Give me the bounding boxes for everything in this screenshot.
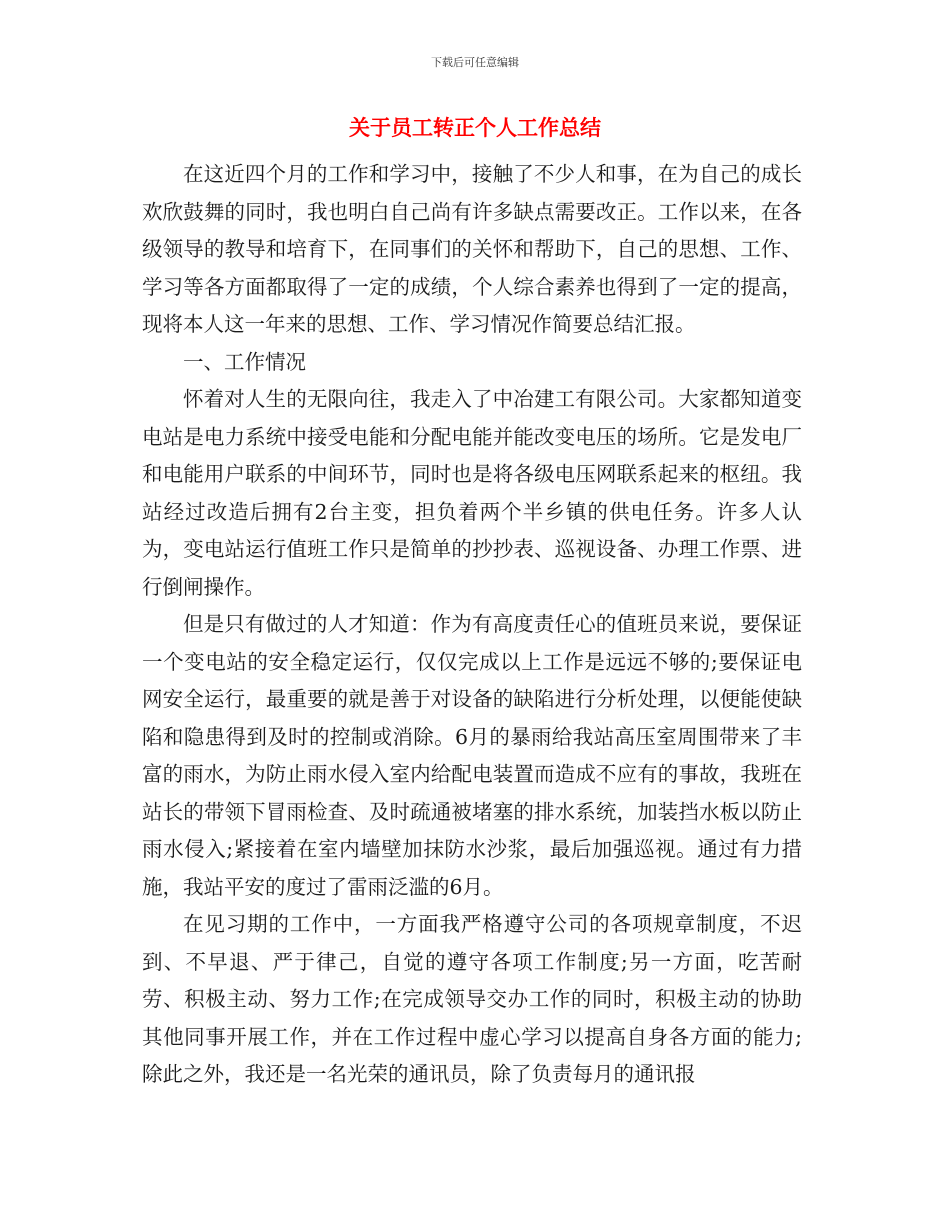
paragraph-safety: 但是只有做过的人才知道：作为有高度责任心的值班员来说，要保证一个变电站的安全稳定运行，仅仅完成以上工作是远远不够的;要保证电网安全运行，最重要的就是善于对设备的缺陷进行分析处理，以便能使缺陷和隐患得到及时的控制或消除。6月的暴雨给我站高压室周围带来了丰富的雨水，为防止雨水侵入室内给配电装置而造成不应有的事故，我班在站长的带领下冒雨检查、及时疏通被堵塞的排水系统，加装挡水板以防止雨水侵入;紧接着在室内墙壁加抹防水沙浆，最后加强巡视。通过有力措施，我站平安的度过了雷雨泛滥的6月。 — [142, 612, 802, 899]
header-note: 下载后可任意编辑 — [431, 56, 519, 69]
document-body — [142, 156, 802, 1094]
document-title: 关于员工转正个人工作总结 — [349, 116, 601, 140]
paragraph-substation: 怀着对人生的无限向往，我走入了中冶建工有限公司。大家都知道变电站是电力系统中接受电能和分配电能并能改变电压的场所。它是发电厂和电能用户联系的中间环节，同时也是将各级电压网联系起来的枢纽。我站经过改造后拥有2台主变，担负着两个半乡镇的供电任务。许多人认为，变电站运行值班工作只是简单的抄抄表、巡视设备、办理工作票、进行倒闸操作。 — [142, 387, 802, 599]
section-heading-work: 一、工作情况 — [183, 349, 306, 374]
paragraph-probation: 在见习期的工作中，一方面我严格遵守公司的各项规章制度，不迟到、不早退、严于律己，自觉的遵守各项工作制度;另一方面，吃苦耐劳、积极主动、努力工作;在完成领导交办工作的同时，积极主动的协助其他同事开展工作，并在工作过程中虚心学习以提高自身各方面的能力;除此之外，我还是一名光荣的通讯员，除了负责每月的通讯报 — [142, 912, 802, 1086]
paragraph-intro: 在这近四个月的工作和学习中，接触了不少人和事，在为自己的成长欢欣鼓舞的同时，我也明白自己尚有许多缺点需要改正。工作以来，在各级领导的教导和培育下，在同事们的关怀和帮助下，自己的思想、工作、学习等各方面都取得了一定的成绩，个人综合素养也得到了一定的提高，现将本人这一年来的思想、工作、学习情况作简要总结汇报。 — [142, 162, 802, 336]
